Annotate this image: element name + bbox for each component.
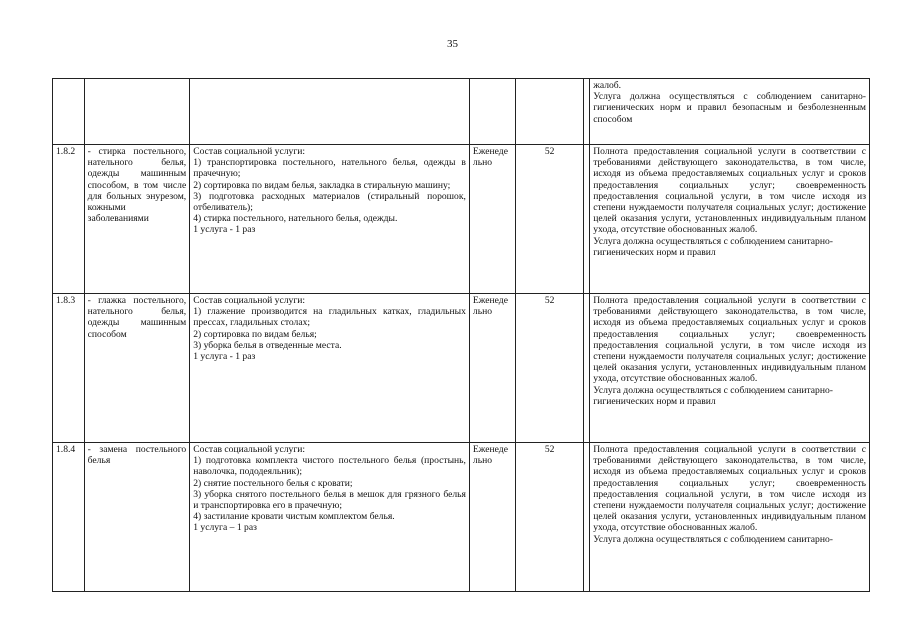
composition-line: 4) стирка постельного, нательного белья, одежды. [193,213,398,225]
requirements-text: Полнота предоставления социальной услуги в соответствии с требованиями действующего законодательства, в том числе, исходя из объема предоставляемых социальных услуг и сроков предоставления социальных услуг; своевременность предоставления социальной услуги, в том числе исходя из степени нуждаемости получателя социальных услуг; достижение целей оказания услуги, установленных индивидуальным планом ухода, отсутствие обоснованных жалоб. [593,295,866,385]
composition-line: 1) подготовка комплекта чистого постельного белья (простынь, наволочка, пододеяльник); [193,455,466,478]
composition-line: 3) уборка белья в отведенные места. [193,339,342,351]
service-requirements [590,145,870,294]
composition-line: Состав социальной услуги: [193,444,306,455]
composition-cell [190,79,470,145]
composition-line: 3) подготовка расходных материалов (стиральный порошок, отбеливатель); [193,190,466,214]
requirements-text: Услуга должна осуществляться с соблюдением санитарно-гигиенических норм и правил [593,384,833,407]
service-number: 1.8.2 [53,145,85,294]
composition-line: 2) снятие постельного белья с кровати; [193,477,353,489]
composition-line: Состав социальной услуги: [193,295,306,306]
service-name: - стирка постельного, нательного белья, одежды машинным способом, в том числе для больных энурезом, кожными заболеваниями [84,145,190,294]
service-number: 1.8.3 [53,294,85,443]
composition-line: 4) застилание кровати чистым комплектом белья. [193,511,395,523]
composition-line: 3) уборка снятого постельного белья в мешок для грязного белья и транспортировка его в прачечную; [193,488,466,512]
service-requirements [590,443,870,592]
requirements-text: жалоб. [593,80,622,91]
page-number: 35 [447,38,458,50]
service-quantity: 52 [516,145,584,294]
name-cell [84,79,190,145]
table-row [53,294,870,443]
quantity-cell [516,79,584,145]
composition-line: 2) сортировка по видам белья; [193,328,317,340]
service-number: 1.8.4 [53,443,85,592]
service-name: - замена постельного белья [84,443,190,592]
requirements-text: Полнота предоставления социальной услуги в соответствии с требованиями действующего законодательства, в том числе, исходя из объема предоставляемых социальных услуг и сроков предоставления социальных услуг; своевременность предоставления социальной услуги, в том числе исходя из степени нуждаемости получателя социальных услуг; достижение целей оказания услуги, установленных индивидуальным планом ухода, отсутствие обоснованных жалоб. [593,146,866,236]
table-row [53,443,870,592]
requirements-cell [590,79,870,145]
composition-line: 1) транспортировка постельного, нательного белья, одежды в прачечную; [193,157,466,180]
table-row-continued [53,79,870,145]
service-composition [190,294,470,443]
service-frequency: Еженеде льно [469,145,515,294]
service-name: - глажка постельного, нательного белья, одежды машинным способом [84,294,190,443]
requirements-text: Услуга должна осуществляться с соблюдением санитарно-гигиенических норм и правил безопасным и безболезненным способом [593,91,866,125]
composition-line: 1 услуга - 1 раз [193,224,256,236]
number-cell [53,79,85,145]
services-table [52,78,870,592]
requirements-text: Услуга должна осуществляться с соблюдением санитарно- [593,533,833,545]
composition-line: 2) сортировка по видам белья, закладка в стиральную машину; [193,179,451,191]
requirements-text: Услуга должна осуществляться с соблюдением санитарно-гигиенических норм и правил [593,235,833,258]
composition-line: 1 услуга - 1 раз [193,351,256,363]
service-quantity: 52 [516,294,584,443]
service-frequency: Еженеде льно [469,294,515,443]
composition-line: 1 услуга – 1 раз [193,522,257,534]
service-composition [190,145,470,294]
composition-line: Состав социальной услуги: [193,146,306,157]
service-requirements [590,294,870,443]
service-composition [190,443,470,592]
table-row [53,145,870,294]
service-frequency: Еженеде льно [469,443,515,592]
composition-line: 1) глажение производится на гладильных катках, гладильных прессах, гладильных столах; [193,306,466,329]
frequency-cell [469,79,515,145]
service-quantity: 52 [516,443,584,592]
requirements-text: Полнота предоставления социальной услуги в соответствии с требованиями действующего законодательства, в том числе, исходя из объема предоставляемых социальных услуг и сроков предоставления социальных услуг; своевременность предоставления социальной услуги, в том числе исходя из степени нуждаемости получателя социальных услуг; достижение целей оказания услуги, установленных индивидуальным планом ухода, отсутствие обоснованных жалоб. [593,444,866,534]
